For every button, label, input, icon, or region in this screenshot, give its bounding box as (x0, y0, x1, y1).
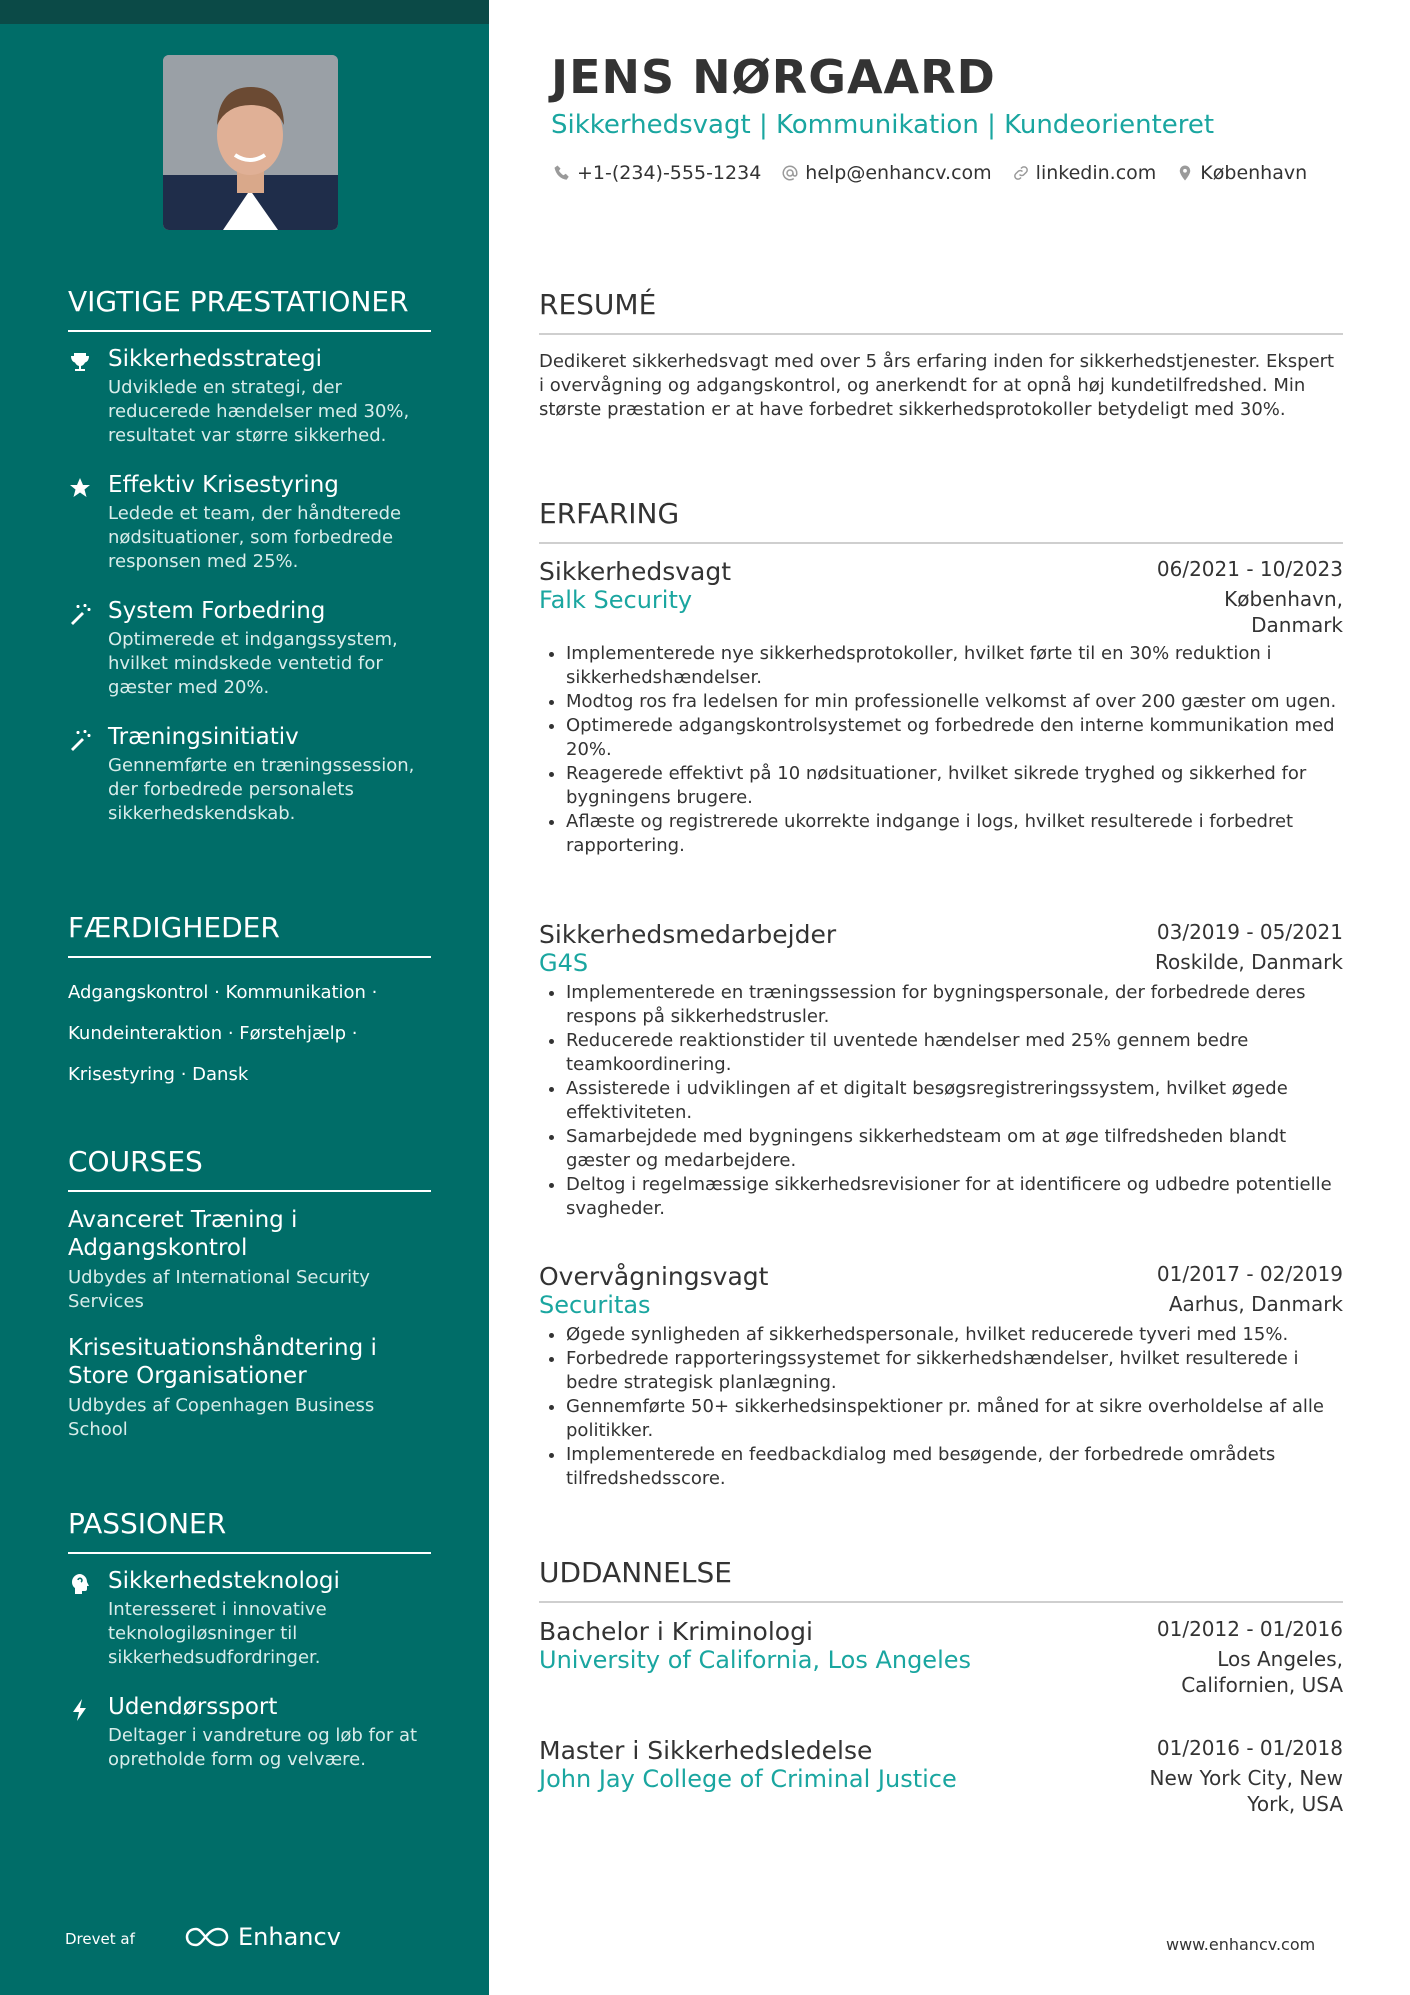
courses-title: COURSES (68, 1145, 431, 1192)
job-location: Roskilde, Danmark (1155, 950, 1343, 974)
skills-line: Kundeinteraktion · Førstehjælp · (68, 1023, 358, 1044)
brand-name: Enhancv (238, 1923, 341, 1951)
achievement-title: Effektiv Krisestyring (108, 472, 339, 498)
job-title: Sikkerhedsvagt (539, 557, 732, 586)
job-dates: 01/2017 - 02/2019 (1156, 1262, 1343, 1286)
list-item: • Aflæste og registrerede ukorrekte indgange i logs, hvilket resulterede i forbedret rapportering. (566, 810, 1343, 858)
course-provider: Udbydes af Copenhagen Business School (68, 1395, 375, 1440)
wand-icon (68, 602, 92, 626)
footer-url[interactable]: www.enhancv.com (1166, 1935, 1316, 1954)
list-item: • Reagerede effektivt på 10 nødsituationer, hvilket sikrede tryghed og sikkerhed for bygningens brugere. (566, 762, 1343, 810)
list-item: • Forbedrede rapporteringssystemet for sikkerhedshændelser, hvilket resulterede i bedre strategisk planlægning. (566, 1347, 1343, 1395)
list-item: • Øgede synligheden af sikkerhedspersonale, hvilket reducerede tyveri med 15%. (566, 1323, 1343, 1347)
headline: Sikkerhedsvagt | Kommunikation | Kundeorienteret (551, 110, 1215, 140)
course-title: Avanceret Træning i Adgangskontrol (68, 1207, 298, 1261)
sidebar (0, 0, 489, 1995)
job-title: Overvågningsvagt (539, 1262, 769, 1291)
phone-icon (553, 164, 571, 182)
passion-item (68, 1568, 431, 1670)
school-name: University of California, Los Angeles (539, 1646, 972, 1674)
profile-photo (163, 55, 338, 230)
contact-text: help@enhancv.com (805, 162, 992, 184)
education-location: New York City, New York, USA (1149, 1766, 1343, 1816)
achievement-desc: Gennemførte en træningssession, der forbedrede personalets sikkerhedskendskab. (108, 755, 415, 824)
job-bullets (539, 981, 1343, 1221)
job-location: Aarhus, Danmark (1168, 1292, 1343, 1316)
achievement-item (68, 346, 431, 448)
job-bullets (539, 642, 1343, 858)
achievement-item (68, 724, 431, 826)
list-item: • Reducerede reaktionstider til uventede hændelser med 25% gennem bedre teamkoordinering. (566, 1029, 1343, 1077)
course-item (68, 1206, 431, 1314)
degree-title: Bachelor i Kriminologi (539, 1617, 813, 1646)
education-entry (539, 1736, 1343, 1817)
bolt-icon (68, 1698, 92, 1722)
passion-title: Sikkerhedsteknologi (108, 1568, 340, 1594)
job-dates: 03/2019 - 05/2021 (1156, 920, 1343, 944)
contact-bar (553, 162, 1307, 184)
enhancv-logo[interactable] (184, 1923, 341, 1951)
achievement-title: System Forbedring (108, 598, 326, 624)
achievement-title: Træningsinitiativ (108, 724, 299, 750)
job-bullets (539, 1323, 1343, 1491)
education-entry (539, 1617, 1343, 1698)
list-item: • Optimerede adgangskontrolsystemet og forbedrede den interne kommunikation med 20%. (566, 714, 1343, 762)
summary-title: RESUMÉ (539, 288, 1343, 335)
contact-text: København (1200, 162, 1308, 184)
course-item (68, 1334, 431, 1442)
contact-linkedin[interactable] (1012, 162, 1157, 184)
passion-item (68, 1694, 431, 1772)
passions-title: PASSIONER (68, 1507, 431, 1554)
education-dates: 01/2012 - 01/2016 (1156, 1617, 1343, 1641)
contact-location (1176, 162, 1307, 184)
achievement-desc: Udviklede en strategi, der reducerede hændelser med 30%, resultatet var større sikkerhed. (108, 377, 410, 446)
course-provider: Udbydes af International Security Services (68, 1267, 370, 1312)
summary-text: Dedikeret sikkerhedsvagt med over 5 års erfaring inden for sikkerhedstjenester. Ekspert i overvågning og adgangskontrol, og anerkendt for at opnå høj kundetilfredshed. Min største præstation er at have forbedret sikkerhedsprotokoller betydeligt med 30%. (539, 351, 1335, 420)
list-item: • Implementerede en feedbackdialog med besøgende, der forbedrede områdets tilfredshedsscore. (566, 1443, 1343, 1491)
job-entry (539, 557, 1343, 858)
job-entry (539, 920, 1343, 1221)
star-icon (68, 476, 92, 500)
passion-title: Udendørssport (108, 1694, 278, 1720)
achievement-desc: Optimerede et indgangssystem, hvilket mindskede ventetid for gæster med 20%. (108, 629, 398, 698)
skills-title: FÆRDIGHEDER (68, 911, 431, 958)
education-location: Los Angeles, Californien, USA (1181, 1647, 1343, 1697)
location-icon (1176, 164, 1194, 182)
sidebar-top-bar (0, 0, 489, 24)
passion-desc: Interesseret i innovative teknologiløsninger til sikkerhedsudfordringer. (108, 1599, 327, 1668)
skills-section (68, 911, 431, 1095)
list-item: • Gennemførte 50+ sikkerhedsinspektioner pr. måned for at sikre overholdelse af alle politikker. (566, 1395, 1343, 1443)
achievements-title: VIGTIGE PRÆSTATIONER (68, 285, 431, 332)
passions-section (68, 1507, 431, 1796)
job-location: København, Danmark (1224, 587, 1343, 637)
list-item: • Modtog ros fra ledelsen for min professionelle velkomst af over 200 gæster om ugen. (566, 690, 1343, 714)
list-item: • Implementerede nye sikkerhedsprotokoller, hvilket førte til en 30% reduktion i sikkerhedshændelser. (566, 642, 1343, 690)
list-item: • Deltog i regelmæssige sikkerhedsrevisioner for at identificere og udbedre potentielle svagheder. (566, 1173, 1343, 1221)
education-dates: 01/2016 - 01/2018 (1156, 1736, 1343, 1760)
infinity-icon (184, 1925, 230, 1949)
job-dates: 06/2021 - 10/2023 (1156, 557, 1343, 581)
experience-title: ERFARING (539, 497, 1343, 544)
at-icon (781, 164, 799, 182)
job-company: Securitas (539, 1291, 651, 1319)
achievement-title: Sikkerhedsstrategi (108, 346, 323, 372)
education-title: UDDANNELSE (539, 1556, 1343, 1603)
link-icon (1012, 164, 1030, 182)
job-company: G4S (539, 949, 589, 977)
powered-by-label: Drevet af (65, 1930, 135, 1948)
contact-email[interactable] (781, 162, 991, 184)
achievements-section (68, 285, 431, 850)
contact-text: linkedin.com (1035, 162, 1157, 184)
course-title: Krisesituationshåndtering i Store Organisationer (68, 1335, 377, 1389)
skills-line: Krisestyring · Dansk (68, 1064, 249, 1085)
skills-list (68, 972, 431, 1095)
list-item: • Implementerede en træningssession for bygningspersonale, der forbedrede deres respons på sikkerhedstrusler. (566, 981, 1343, 1029)
job-title: Sikkerhedsmedarbejder (539, 920, 837, 949)
contact-phone[interactable] (553, 162, 761, 184)
skills-line: Adgangskontrol · Kommunikation · (68, 982, 378, 1003)
achievement-item (68, 472, 431, 574)
list-item: • Assisterede i udviklingen af et digitalt besøgsregistreringssystem, hvilket øgede effektiviteten. (566, 1077, 1343, 1125)
passion-desc: Deltager i vandreture og løb for at opretholde form og velvære. (108, 1725, 418, 1770)
job-entry (539, 1262, 1343, 1491)
degree-title: Master i Sikkerhedsledelse (539, 1736, 873, 1765)
candidate-name: JENS NØRGAARD (551, 50, 996, 104)
wand-icon (68, 728, 92, 752)
achievement-item (68, 598, 431, 700)
list-item: • Samarbejdede med bygningens sikkerhedsteam om at øge tilfredsheden blandt gæster og medarbejdere. (566, 1125, 1343, 1173)
brain-icon (68, 1572, 92, 1596)
job-company: Falk Security (539, 586, 693, 614)
trophy-icon (68, 350, 92, 374)
courses-section (68, 1145, 431, 1462)
school-name: John Jay College of Criminal Justice (539, 1765, 957, 1793)
contact-text: +1-(234)-555-1234 (577, 162, 762, 184)
achievement-desc: Ledede et team, der håndterede nødsituationer, som forbedrede responsen med 25%. (108, 503, 402, 572)
